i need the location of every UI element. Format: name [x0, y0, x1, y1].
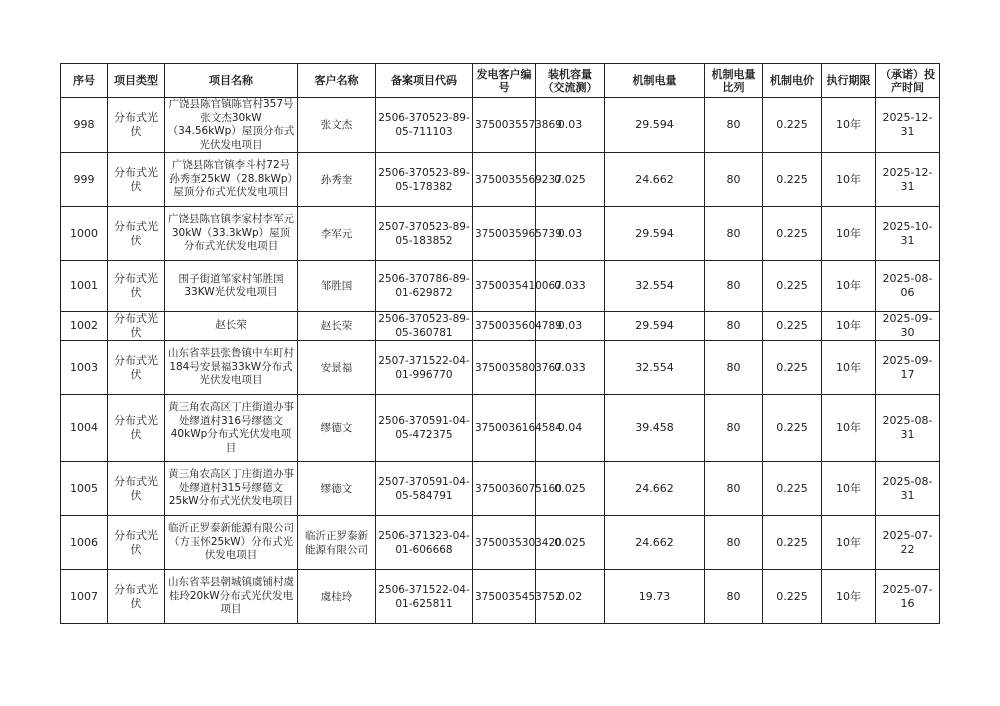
cell-ratio: 80: [705, 312, 763, 341]
document-page: [60, 63, 939, 624]
cell-date: 2025-07-22: [876, 516, 940, 570]
cell-name: 山东省莘县张鲁镇中车町村184号安景福33kW分布式光伏发电项目: [165, 341, 298, 395]
cell-term: 10年: [822, 261, 876, 312]
cell-date: 2025-12-31: [876, 153, 940, 207]
cell-account: 3750035965739: [473, 207, 536, 261]
cell-account: 3750035604789: [473, 312, 536, 341]
cell-price: 0.225: [763, 207, 822, 261]
cell-code: 2506-370523-89-05-360781: [376, 312, 473, 341]
cell-energy: 29.594: [605, 312, 705, 341]
cell-code: 2507-370591-04-05-584791: [376, 462, 473, 516]
cell-energy: 24.662: [605, 462, 705, 516]
table-row: [61, 153, 940, 207]
header-type: 项目类型: [108, 64, 165, 98]
cell-name: 山东省莘县朝城镇虞铺村虞桂玲20kW分布式光伏发电项目: [165, 570, 298, 624]
cell-no: 998: [61, 98, 108, 153]
cell-no: 1000: [61, 207, 108, 261]
header-price: 机制电价: [763, 64, 822, 98]
cell-energy: 19.73: [605, 570, 705, 624]
cell-capacity: 0.03: [536, 98, 605, 153]
cell-name: 赵长荣: [165, 312, 298, 341]
cell-term: 10年: [822, 341, 876, 395]
table-row: [61, 261, 940, 312]
cell-term: 10年: [822, 462, 876, 516]
cell-account: 3750035573869: [473, 98, 536, 153]
cell-customer: 张文杰: [298, 98, 376, 153]
cell-customer: 邹胜国: [298, 261, 376, 312]
cell-energy: 32.554: [605, 341, 705, 395]
cell-customer: 临沂正罗泰新能源有限公司: [298, 516, 376, 570]
cell-date: 2025-09-17: [876, 341, 940, 395]
cell-ratio: 80: [705, 395, 763, 462]
cell-no: 1006: [61, 516, 108, 570]
cell-capacity: 0.03: [536, 207, 605, 261]
cell-type: 分布式光伏: [108, 312, 165, 341]
cell-code: 2506-371323-04-01-606668: [376, 516, 473, 570]
cell-customer: 虞桂玲: [298, 570, 376, 624]
cell-term: 10年: [822, 207, 876, 261]
cell-energy: 24.662: [605, 516, 705, 570]
cell-term: 10年: [822, 516, 876, 570]
cell-customer: 李军元: [298, 207, 376, 261]
header-ratio: 机制电量比列: [705, 64, 763, 98]
cell-code: 2506-370591-04-05-472375: [376, 395, 473, 462]
cell-customer: 安景福: [298, 341, 376, 395]
cell-no: 1003: [61, 341, 108, 395]
cell-price: 0.225: [763, 570, 822, 624]
cell-account: 3750035303420: [473, 516, 536, 570]
cell-name: 黄三角农高区丁庄街道办事处缪道村315号缪德文25kW分布式光伏发电项目: [165, 462, 298, 516]
cell-capacity: 0.025: [536, 516, 605, 570]
project-table: [60, 63, 940, 624]
cell-no: 1001: [61, 261, 108, 312]
header-capacity: 装机容量（交流测）: [536, 64, 605, 98]
cell-account: 3750036164584: [473, 395, 536, 462]
cell-no: 1007: [61, 570, 108, 624]
cell-term: 10年: [822, 98, 876, 153]
cell-energy: 29.594: [605, 207, 705, 261]
cell-type: 分布式光伏: [108, 341, 165, 395]
table-row: [61, 341, 940, 395]
cell-ratio: 80: [705, 98, 763, 153]
cell-type: 分布式光伏: [108, 570, 165, 624]
header-date: （承诺）投产时间: [876, 64, 940, 98]
cell-energy: 29.594: [605, 98, 705, 153]
cell-price: 0.225: [763, 312, 822, 341]
cell-price: 0.225: [763, 261, 822, 312]
cell-date: 2025-10-31: [876, 207, 940, 261]
table-row: [61, 98, 940, 153]
cell-ratio: 80: [705, 516, 763, 570]
header-row: [61, 64, 940, 98]
cell-type: 分布式光伏: [108, 516, 165, 570]
table-row: [61, 570, 940, 624]
cell-type: 分布式光伏: [108, 261, 165, 312]
cell-name: 围子街道邹家村邹胜国33KW光伏发电项目: [165, 261, 298, 312]
header-code: 备案项目代码: [376, 64, 473, 98]
cell-capacity: 0.04: [536, 395, 605, 462]
cell-ratio: 80: [705, 570, 763, 624]
header-no: 序号: [61, 64, 108, 98]
cell-date: 2025-08-31: [876, 462, 940, 516]
cell-type: 分布式光伏: [108, 153, 165, 207]
cell-price: 0.225: [763, 516, 822, 570]
cell-account: 3750036075160: [473, 462, 536, 516]
table-row: [61, 207, 940, 261]
cell-code: 2506-371522-04-01-625811: [376, 570, 473, 624]
cell-name: 广饶县陈官镇李家村李军元30kW（33.3kWp）屋顶分布式光伏发电项目: [165, 207, 298, 261]
cell-no: 999: [61, 153, 108, 207]
cell-date: 2025-08-06: [876, 261, 940, 312]
header-energy: 机制电量: [605, 64, 705, 98]
cell-price: 0.225: [763, 395, 822, 462]
cell-energy: 39.458: [605, 395, 705, 462]
cell-code: 2506-370786-89-01-629872: [376, 261, 473, 312]
cell-price: 0.225: [763, 462, 822, 516]
table-row: [61, 312, 940, 341]
cell-price: 0.225: [763, 341, 822, 395]
cell-account: 3750035803767: [473, 341, 536, 395]
cell-customer: 缪德文: [298, 395, 376, 462]
cell-type: 分布式光伏: [108, 395, 165, 462]
cell-capacity: 0.033: [536, 341, 605, 395]
cell-price: 0.225: [763, 98, 822, 153]
cell-capacity: 0.033: [536, 261, 605, 312]
cell-customer: 孙秀奎: [298, 153, 376, 207]
cell-ratio: 80: [705, 153, 763, 207]
cell-account: 3750035410067: [473, 261, 536, 312]
cell-ratio: 80: [705, 261, 763, 312]
table-row: [61, 395, 940, 462]
cell-capacity: 0.025: [536, 462, 605, 516]
cell-date: 2025-07-16: [876, 570, 940, 624]
cell-customer: 赵长荣: [298, 312, 376, 341]
table-row: [61, 462, 940, 516]
cell-date: 2025-09-30: [876, 312, 940, 341]
cell-code: 2507-371522-04-01-996770: [376, 341, 473, 395]
cell-ratio: 80: [705, 341, 763, 395]
header-name: 项目名称: [165, 64, 298, 98]
cell-no: 1004: [61, 395, 108, 462]
table-row: [61, 516, 940, 570]
cell-capacity: 0.025: [536, 153, 605, 207]
cell-name: 广饶县陈官镇陈官村357号张文杰30kW（34.56kWp）屋顶分布式光伏发电项目: [165, 98, 298, 153]
cell-account: 3750035569237: [473, 153, 536, 207]
cell-capacity: 0.02: [536, 570, 605, 624]
cell-date: 2025-08-31: [876, 395, 940, 462]
cell-code: 2506-370523-89-05-711103: [376, 98, 473, 153]
cell-term: 10年: [822, 153, 876, 207]
cell-no: 1005: [61, 462, 108, 516]
cell-code: 2506-370523-89-05-178382: [376, 153, 473, 207]
cell-capacity: 0.03: [536, 312, 605, 341]
cell-term: 10年: [822, 395, 876, 462]
cell-type: 分布式光伏: [108, 207, 165, 261]
cell-energy: 32.554: [605, 261, 705, 312]
cell-ratio: 80: [705, 207, 763, 261]
cell-type: 分布式光伏: [108, 98, 165, 153]
cell-name: 临沂正罗泰新能源有限公司（方玉怀25kW）分布式光伏发电项目: [165, 516, 298, 570]
cell-no: 1002: [61, 312, 108, 341]
cell-term: 10年: [822, 570, 876, 624]
cell-code: 2507-370523-89-05-183852: [376, 207, 473, 261]
cell-name: 黄三角农高区丁庄街道办事处缪道村316号缪德文40kWp分布式光伏发电项目: [165, 395, 298, 462]
cell-energy: 24.662: [605, 153, 705, 207]
cell-customer: 缪德文: [298, 462, 376, 516]
header-account: 发电客户编号: [473, 64, 536, 98]
header-customer: 客户名称: [298, 64, 376, 98]
cell-account: 3750035453752: [473, 570, 536, 624]
cell-term: 10年: [822, 312, 876, 341]
cell-date: 2025-12-31: [876, 98, 940, 153]
cell-price: 0.225: [763, 153, 822, 207]
cell-type: 分布式光伏: [108, 462, 165, 516]
cell-ratio: 80: [705, 462, 763, 516]
cell-name: 广饶县陈官镇李斗村72号孙秀奎25kW（28.8kWp）屋顶分布式光伏发电项目: [165, 153, 298, 207]
header-term: 执行期限: [822, 64, 876, 98]
